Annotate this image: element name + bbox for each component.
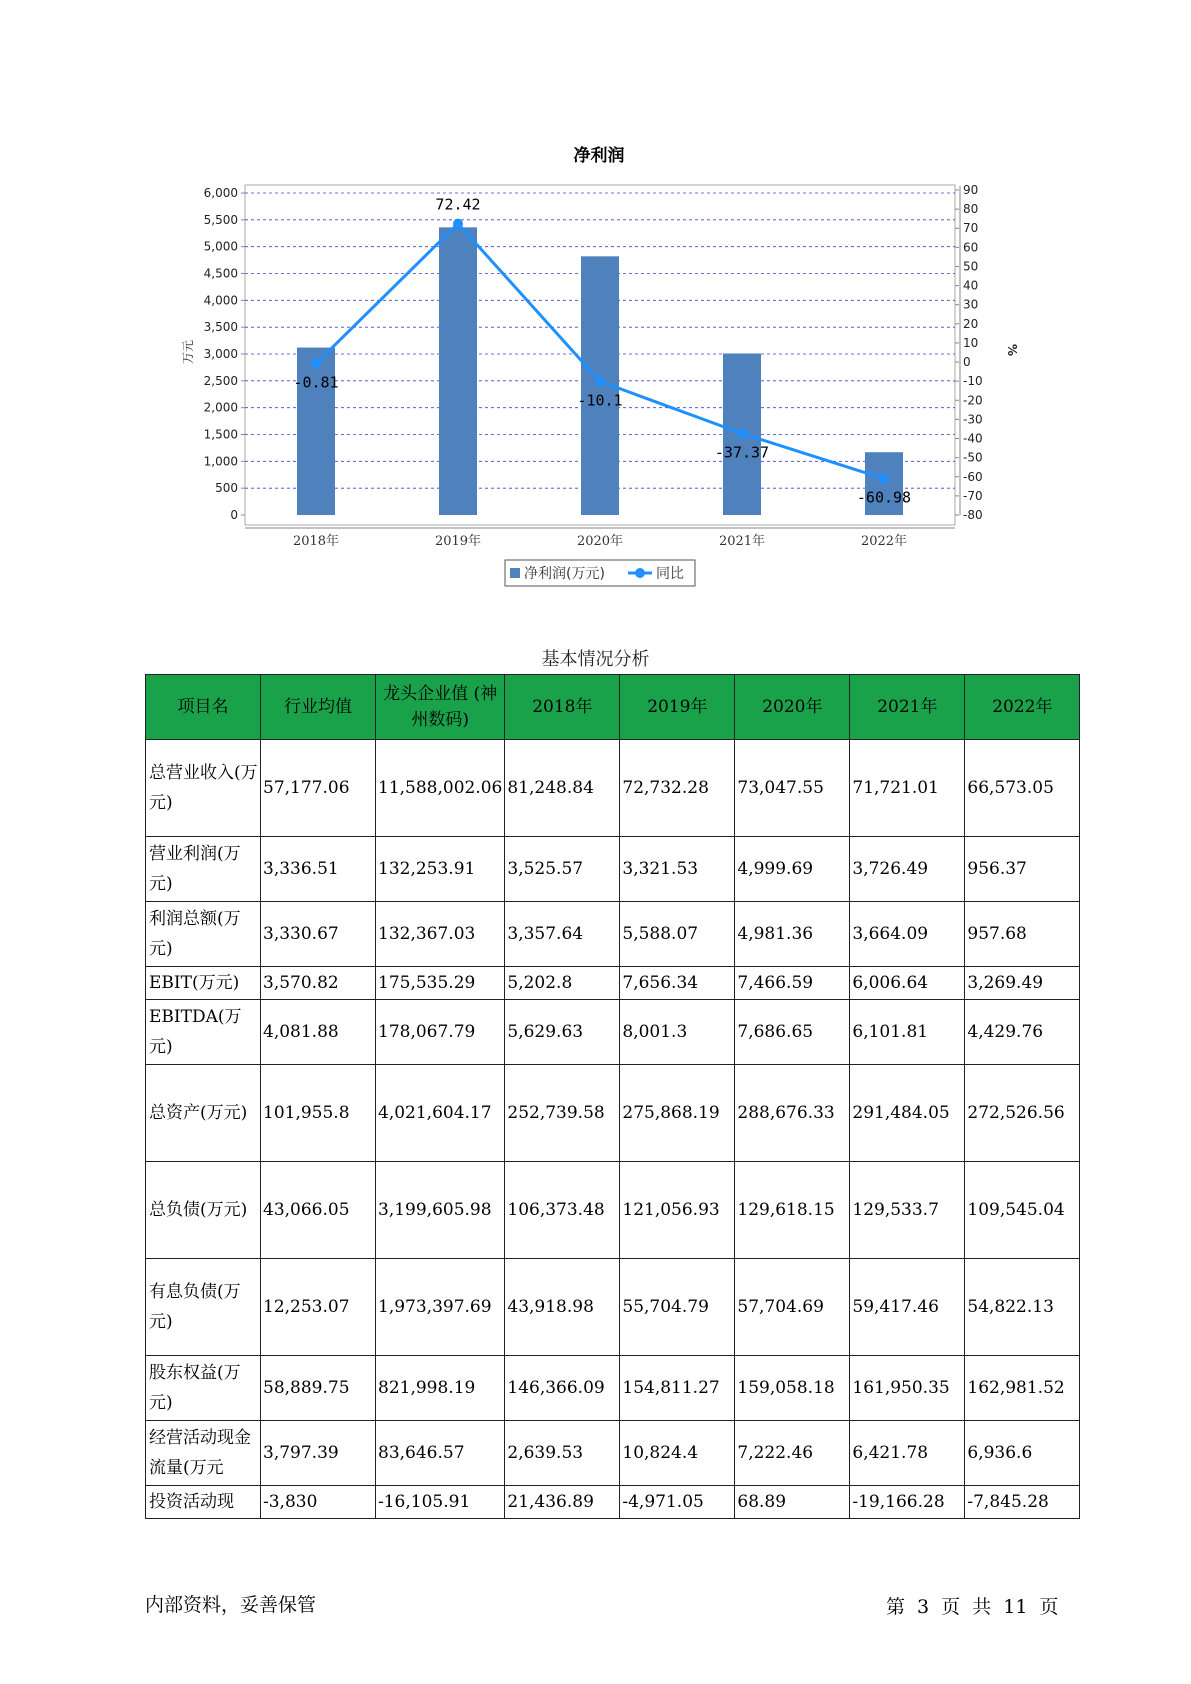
table-cell: 175,535.29	[376, 967, 505, 1000]
table-cell: 3,336.51	[261, 837, 376, 902]
table-cell: 8,001.3	[620, 1000, 735, 1065]
y-right-tick-label: -60	[963, 469, 983, 484]
yoy-point	[879, 474, 889, 484]
table-cell: 161,950.35	[850, 1356, 965, 1421]
row-label: EBITDA(万元)	[146, 1000, 261, 1065]
table-cell: 3,269.49	[965, 967, 1080, 1000]
table-cell: 3,797.39	[261, 1421, 376, 1486]
table-cell: 288,676.33	[735, 1065, 850, 1162]
table-cell: 6,101.81	[850, 1000, 965, 1065]
legend-bar-swatch	[510, 568, 520, 578]
basic-analysis-table	[145, 674, 1080, 1519]
y-right-tick-label: -50	[963, 450, 983, 465]
table-cell: 957.68	[965, 902, 1080, 967]
table-cell: 3,321.53	[620, 837, 735, 902]
row-label: 经营活动现金流量(万元	[146, 1421, 261, 1486]
table-title: 基本情况分析	[541, 649, 650, 670]
y-left-axis-title: 万元	[181, 339, 195, 365]
table-cell: 101,955.8	[261, 1065, 376, 1162]
table-cell: 3,726.49	[850, 837, 965, 902]
row-label: 股东权益(万元)	[146, 1356, 261, 1421]
confidential-note: 内部资料，妥善保管	[145, 1594, 317, 1616]
legend-bar-label: 净利润(万元)	[524, 566, 605, 582]
y-left-tick-label: 3,000	[203, 347, 238, 361]
table-row	[146, 837, 1080, 902]
y-left-tick-label: 6,000	[203, 186, 238, 200]
table-cell: 3,357.64	[505, 902, 620, 967]
table-cell: 3,525.57	[505, 837, 620, 902]
y-right-tick-label: 70	[963, 221, 979, 236]
x-tick-label: 2022年	[860, 534, 908, 549]
y-right-tick-label: 20	[963, 316, 979, 331]
header-cell: 项目名	[146, 675, 261, 740]
table-cell: 1,973,397.69	[376, 1259, 505, 1356]
table-cell: 81,248.84	[505, 740, 620, 837]
header-cell: 2020年	[735, 675, 850, 740]
table-cell: 83,646.57	[376, 1421, 505, 1486]
table-cell: 4,981.36	[735, 902, 850, 967]
chart-title: 净利润	[573, 146, 625, 166]
yoy-point	[737, 429, 747, 439]
x-tick-label: 2021年	[718, 534, 766, 549]
y-left-tick-label: 5,000	[203, 239, 238, 254]
table-cell: 55,704.79	[620, 1259, 735, 1356]
y-left-tick-label: 0	[230, 508, 238, 522]
y-left-tick-label: 1,000	[203, 454, 238, 469]
yoy-data-label: 72.42	[435, 195, 481, 214]
table-cell: 132,367.03	[376, 902, 505, 967]
x-tick-label: 2019年	[434, 534, 482, 549]
x-tick-label: 2018年	[292, 534, 340, 549]
table-cell: 11,588,002.06	[376, 740, 505, 837]
bar	[439, 227, 477, 515]
table-row	[146, 967, 1080, 1000]
row-label: 总营业收入(万元)	[146, 740, 261, 837]
y-right-tick-label: 30	[963, 297, 979, 312]
header-cell: 2021年	[850, 675, 965, 740]
table-cell: 7,656.34	[620, 967, 735, 1000]
table-cell: 59,417.46	[850, 1259, 965, 1356]
y-right-tick-label: 40	[963, 278, 979, 293]
y-right-tick-label: -10	[963, 374, 983, 389]
table-cell: 7,222.46	[735, 1421, 850, 1486]
y-right-tick-label: -30	[963, 412, 983, 427]
table-cell: 73,047.55	[735, 740, 850, 837]
y-right-tick-label: -40	[963, 431, 983, 446]
y-right-tick-label: 50	[963, 259, 979, 274]
table-cell: 3,664.09	[850, 902, 965, 967]
yoy-data-label: -0.81	[293, 373, 339, 392]
table-cell: 4,021,604.17	[376, 1065, 505, 1162]
y-right-tick-label: 0	[963, 355, 971, 370]
y-right-tick-label: 90	[963, 183, 979, 197]
y-right-axis-title: %	[1005, 343, 1019, 357]
table-row	[146, 902, 1080, 967]
row-label: 总负债(万元)	[146, 1162, 261, 1259]
table-cell: -7,845.28	[965, 1486, 1080, 1519]
table-cell: 21,436.89	[505, 1486, 620, 1519]
y-right-tick-label: -20	[963, 393, 983, 408]
legend-line-marker	[635, 568, 645, 578]
table-cell: 3,330.67	[261, 902, 376, 967]
y-left-tick-label: 500	[215, 481, 238, 496]
y-left-tick-label: 2,500	[203, 373, 238, 388]
table-cell: 162,981.52	[965, 1356, 1080, 1421]
table-cell: 3,199,605.98	[376, 1162, 505, 1259]
y-left-tick-label: 5,500	[203, 212, 238, 227]
header-cell: 行业均值	[261, 675, 376, 740]
table-cell: 109,545.04	[965, 1162, 1080, 1259]
yoy-data-label: -37.37	[714, 443, 770, 462]
table-cell: -4,971.05	[620, 1486, 735, 1519]
table-cell: 4,081.88	[261, 1000, 376, 1065]
plot-area	[181, 183, 1019, 549]
table-row	[146, 1421, 1080, 1486]
table-cell: 71,721.01	[850, 740, 965, 837]
header-cell: 2022年	[965, 675, 1080, 740]
yoy-point	[453, 219, 463, 229]
chart-legend	[505, 560, 695, 586]
table-cell: -16,105.91	[376, 1486, 505, 1519]
yoy-data-label: -10.1	[577, 391, 623, 410]
row-label: EBIT(万元)	[146, 967, 261, 1000]
table-cell: 5,629.63	[505, 1000, 620, 1065]
table-cell: 178,067.79	[376, 1000, 505, 1065]
header-cell: 龙头企业值 (神州数码)	[376, 675, 505, 740]
y-right-tick-label: -80	[963, 508, 983, 522]
row-label: 利润总额(万元)	[146, 902, 261, 967]
table-cell: 68.89	[735, 1486, 850, 1519]
table-cell: 252,739.58	[505, 1065, 620, 1162]
table-cell: 7,466.59	[735, 967, 850, 1000]
table-cell: 58,889.75	[261, 1356, 376, 1421]
table-row	[146, 1486, 1080, 1519]
table-cell: 159,058.18	[735, 1356, 850, 1421]
y-left-tick-label: 1,500	[203, 427, 238, 442]
table-cell: 6,006.64	[850, 967, 965, 1000]
y-right-tick-label: 60	[963, 240, 979, 255]
table-cell: 129,533.7	[850, 1162, 965, 1259]
table-cell: 66,573.05	[965, 740, 1080, 837]
y-left-tick-label: 3,500	[203, 320, 238, 335]
table-cell: 275,868.19	[620, 1065, 735, 1162]
table-cell: 72,732.28	[620, 740, 735, 837]
legend-line-label: 同比	[656, 566, 684, 582]
row-label: 营业利润(万元)	[146, 837, 261, 902]
table-cell: 146,366.09	[505, 1356, 620, 1421]
table-cell: 956.37	[965, 837, 1080, 902]
y-left-tick-label: 4,000	[203, 293, 238, 308]
table-row	[146, 1000, 1080, 1065]
row-label: 投资活动现	[146, 1486, 261, 1519]
table-cell: 7,686.65	[735, 1000, 850, 1065]
table-cell: 106,373.48	[505, 1162, 620, 1259]
net-profit-chart	[0, 0, 1191, 600]
page-number: 第 3 页 共 11 页	[886, 1596, 1059, 1618]
table-cell: 43,066.05	[261, 1162, 376, 1259]
table-cell: 4,429.76	[965, 1000, 1080, 1065]
table-cell: 154,811.27	[620, 1356, 735, 1421]
table-row	[146, 740, 1080, 837]
table-row	[146, 1162, 1080, 1259]
table-cell: 2,639.53	[505, 1421, 620, 1486]
table-header-row	[146, 675, 1080, 740]
yoy-point	[311, 359, 321, 369]
table-row	[146, 1356, 1080, 1421]
table-cell: 57,704.69	[735, 1259, 850, 1356]
yoy-point	[595, 376, 605, 386]
table-row	[146, 1065, 1080, 1162]
table-cell: 43,918.98	[505, 1259, 620, 1356]
table-cell: 4,999.69	[735, 837, 850, 902]
header-cell: 2018年	[505, 675, 620, 740]
table-cell: 821,998.19	[376, 1356, 505, 1421]
table-row	[146, 1259, 1080, 1356]
table-cell: 5,588.07	[620, 902, 735, 967]
yoy-data-label: -60.98	[856, 488, 912, 507]
row-label: 有息负债(万元)	[146, 1259, 261, 1356]
table-cell: 6,421.78	[850, 1421, 965, 1486]
table-cell: 6,936.6	[965, 1421, 1080, 1486]
y-right-tick-label: 80	[963, 202, 979, 217]
table-cell: 291,484.05	[850, 1065, 965, 1162]
y-left-tick-label: 2,000	[203, 400, 238, 415]
table-cell: -3,830	[261, 1486, 376, 1519]
table-cell: 54,822.13	[965, 1259, 1080, 1356]
table-cell: 272,526.56	[965, 1065, 1080, 1162]
table-cell: 5,202.8	[505, 967, 620, 1000]
y-right-tick-label: 10	[963, 335, 979, 350]
table-cell: 132,253.91	[376, 837, 505, 902]
table-cell: -19,166.28	[850, 1486, 965, 1519]
x-tick-label: 2020年	[576, 534, 624, 549]
row-label: 总资产(万元)	[146, 1065, 261, 1162]
table-cell: 10,824.4	[620, 1421, 735, 1486]
table-cell: 12,253.07	[261, 1259, 376, 1356]
header-cell: 2019年	[620, 675, 735, 740]
table-cell: 3,570.82	[261, 967, 376, 1000]
table-body	[146, 740, 1080, 1519]
table-cell: 121,056.93	[620, 1162, 735, 1259]
y-left-tick-label: 4,500	[203, 266, 238, 281]
table-cell: 57,177.06	[261, 740, 376, 837]
table-cell: 129,618.15	[735, 1162, 850, 1259]
y-right-tick-label: -70	[963, 488, 983, 503]
